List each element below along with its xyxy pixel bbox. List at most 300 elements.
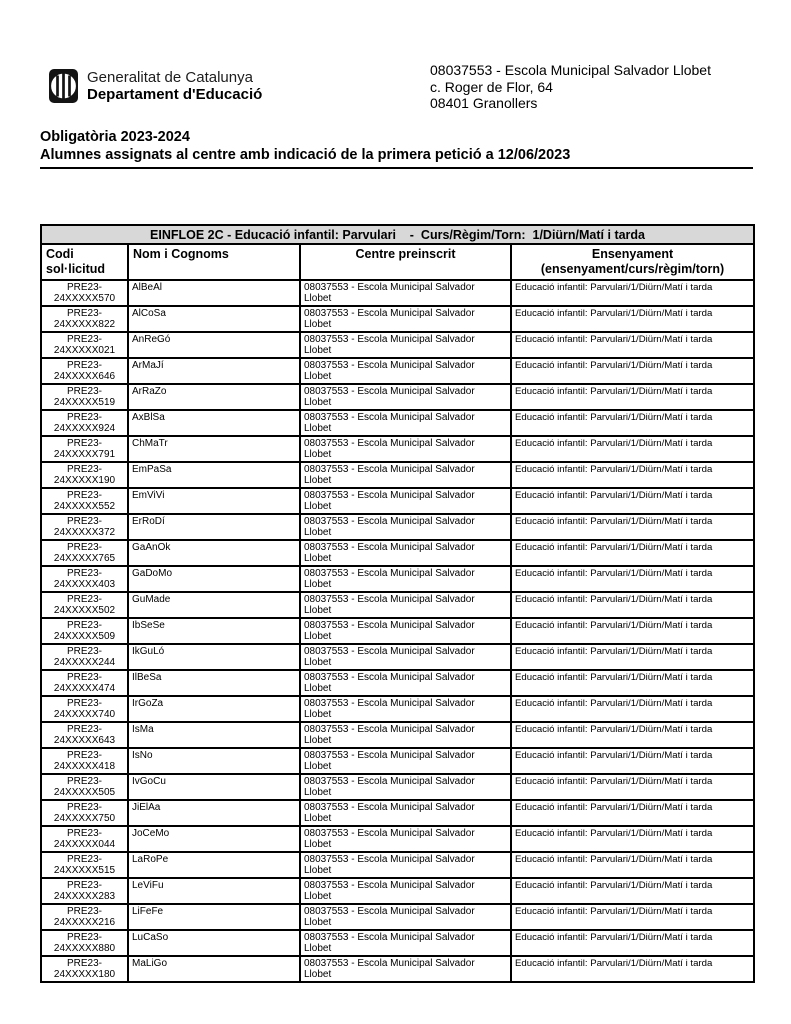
ensenyament-header-line2: (ensenyament/curs/règim/torn) (540, 262, 725, 276)
code-value: 24XXXXX519 (53, 397, 116, 408)
table-row (41, 514, 754, 540)
table-row (41, 280, 754, 306)
cell-ensenyament (511, 878, 754, 904)
code-value: 24XXXXX646 (53, 371, 116, 382)
cell-codi-sollicitud (41, 410, 128, 436)
student-name: GaAnOk (132, 542, 171, 553)
cell-ensenyament (511, 774, 754, 800)
cell-codi-sollicitud (41, 930, 128, 956)
centre-line1: 08037553 - Escola Municipal Salvador (304, 594, 475, 605)
cell-codi-sollicitud (41, 488, 128, 514)
centre-line1: 08037553 - Escola Municipal Salvador (304, 334, 475, 345)
cell-nom-cognoms (128, 956, 300, 982)
cell-codi-sollicitud (41, 722, 128, 748)
table-row (41, 384, 754, 410)
cell-ensenyament (511, 722, 754, 748)
ensenyament-value: Educació infantil: Parvulari/1/Diürn/Matí i tarda (515, 542, 713, 553)
cell-nom-cognoms (128, 800, 300, 826)
centre-line1: 08037553 - Escola Municipal Salvador (304, 282, 475, 293)
cell-centre-preinscrit (300, 566, 511, 592)
centre-line1: 08037553 - Escola Municipal Salvador (304, 932, 475, 943)
student-name: JiElAa (132, 802, 161, 813)
cell-ensenyament (511, 462, 754, 488)
centre-line2: Llobet (304, 917, 332, 928)
cell-codi-sollicitud (41, 306, 128, 332)
code-prefix: PRE23- (66, 334, 102, 345)
student-name: IsMa (132, 724, 154, 735)
report-titles (40, 129, 753, 169)
cell-ensenyament (511, 566, 754, 592)
table-row (41, 878, 754, 904)
cell-codi-sollicitud (41, 670, 128, 696)
cell-centre-preinscrit (300, 436, 511, 462)
cell-centre-preinscrit (300, 878, 511, 904)
cell-nom-cognoms (128, 748, 300, 774)
school-address-block (430, 62, 711, 112)
code-value: 24XXXXX502 (53, 605, 116, 616)
table-row (41, 800, 754, 826)
code-value: 24XXXXX044 (53, 839, 116, 850)
centre-line1: 08037553 - Escola Municipal Salvador (304, 360, 475, 371)
centre-line2: Llobet (304, 969, 332, 980)
cell-codi-sollicitud (41, 592, 128, 618)
table-row (41, 462, 754, 488)
table-row (41, 670, 754, 696)
cell-ensenyament (511, 696, 754, 722)
student-name: IsNo (132, 750, 153, 761)
centre-line2: Llobet (304, 293, 332, 304)
centre-line2: Llobet (304, 527, 332, 538)
cell-codi-sollicitud (41, 540, 128, 566)
cell-codi-sollicitud (41, 618, 128, 644)
code-prefix: PRE23- (66, 620, 102, 631)
ensenyament-value: Educació infantil: Parvulari/1/Diürn/Matí i tarda (515, 932, 713, 943)
code-prefix: PRE23- (66, 776, 102, 787)
cell-ensenyament (511, 930, 754, 956)
cell-codi-sollicitud (41, 748, 128, 774)
ensenyament-value: Educació infantil: Parvulari/1/Diürn/Matí i tarda (515, 464, 713, 475)
cell-centre-preinscrit (300, 722, 511, 748)
cell-ensenyament (511, 280, 754, 306)
student-name: EmViVi (132, 490, 165, 501)
code-value: 24XXXXX765 (53, 553, 116, 564)
centre-line2: Llobet (304, 319, 332, 330)
cell-nom-cognoms (128, 852, 300, 878)
centre-line1: 08037553 - Escola Municipal Salvador (304, 308, 475, 319)
ensenyament-value: Educació infantil: Parvulari/1/Diürn/Matí i tarda (515, 854, 713, 865)
ensenyament-value: Educació infantil: Parvulari/1/Diürn/Matí i tarda (515, 646, 713, 657)
cell-ensenyament (511, 644, 754, 670)
code-prefix: PRE23- (66, 308, 102, 319)
cell-ensenyament (511, 748, 754, 774)
centre-line1: 08037553 - Escola Municipal Salvador (304, 386, 475, 397)
table-row (41, 748, 754, 774)
student-name: LiFeFe (132, 906, 164, 917)
centre-line2: Llobet (304, 813, 332, 824)
column-header-centre: Centre preinscrit (300, 244, 511, 280)
student-name: MaLiGo (132, 958, 168, 969)
report-subtitle: Alumnes assignats al centre amb indicació de la primera petició a 12/06/2023 (40, 147, 753, 169)
code-prefix: PRE23- (66, 386, 102, 397)
code-value: 24XXXXX505 (53, 787, 116, 798)
cell-codi-sollicitud (41, 852, 128, 878)
centre-line1: 08037553 - Escola Municipal Salvador (304, 672, 475, 683)
code-value: 24XXXXX180 (53, 969, 116, 980)
ensenyament-header-line1: Ensenyament (591, 247, 674, 261)
centre-line2: Llobet (304, 553, 332, 564)
cell-codi-sollicitud (41, 436, 128, 462)
student-name: IlBeSa (132, 672, 162, 683)
table-row (41, 852, 754, 878)
cell-ensenyament (511, 618, 754, 644)
cell-nom-cognoms (128, 904, 300, 930)
cell-centre-preinscrit (300, 774, 511, 800)
cell-ensenyament (511, 826, 754, 852)
code-value: 24XXXXX418 (53, 761, 116, 772)
centre-line2: Llobet (304, 579, 332, 590)
code-prefix: PRE23- (66, 516, 102, 527)
cell-nom-cognoms (128, 670, 300, 696)
cell-nom-cognoms (128, 826, 300, 852)
brand-line1: Generalitat de Catalunya (87, 69, 253, 86)
cell-nom-cognoms (128, 410, 300, 436)
ensenyament-value: Educació infantil: Parvulari/1/Diürn/Matí i tarda (515, 282, 713, 293)
ensenyament-value: Educació infantil: Parvulari/1/Diürn/Matí i tarda (515, 750, 713, 761)
cell-ensenyament (511, 488, 754, 514)
cell-ensenyament (511, 358, 754, 384)
ensenyament-value: Educació infantil: Parvulari/1/Diürn/Matí i tarda (515, 672, 713, 683)
ensenyament-value: Educació infantil: Parvulari/1/Diürn/Matí i tarda (515, 594, 713, 605)
assignments-table (40, 224, 755, 983)
student-name: LaRoPe (132, 854, 169, 865)
table-row (41, 358, 754, 384)
ensenyament-value: Educació infantil: Parvulari/1/Diürn/Matí i tarda (515, 724, 713, 735)
table-row (41, 774, 754, 800)
ensenyament-value: Educació infantil: Parvulari/1/Diürn/Matí i tarda (515, 880, 713, 891)
cell-ensenyament (511, 306, 754, 332)
ensenyament-value: Educació infantil: Parvulari/1/Diürn/Matí i tarda (515, 360, 713, 371)
code-value: 24XXXXX570 (53, 293, 116, 304)
ensenyament-value: Educació infantil: Parvulari/1/Diürn/Matí i tarda (515, 698, 713, 709)
student-name: IvGoCu (132, 776, 166, 787)
code-prefix: PRE23- (66, 828, 102, 839)
school-city: 08401 Granollers (430, 95, 538, 111)
code-prefix: PRE23- (66, 906, 102, 917)
cell-centre-preinscrit (300, 904, 511, 930)
table-row (41, 956, 754, 982)
code-value: 24XXXXX474 (53, 683, 116, 694)
table-row (41, 644, 754, 670)
codi-header-line2: sol·licitud (46, 262, 106, 276)
cell-nom-cognoms (128, 644, 300, 670)
table-row (41, 696, 754, 722)
table-row (41, 826, 754, 852)
cell-nom-cognoms (128, 618, 300, 644)
centre-line2: Llobet (304, 657, 332, 668)
centre-line2: Llobet (304, 787, 332, 798)
centre-line2: Llobet (304, 709, 332, 720)
column-header-nom: Nom i Cognoms (128, 244, 300, 280)
cell-ensenyament (511, 410, 754, 436)
brand-line2: Departament d'Educació (87, 86, 263, 103)
student-name: GaDoMo (132, 568, 173, 579)
ensenyament-value: Educació infantil: Parvulari/1/Diürn/Matí i tarda (515, 490, 713, 501)
table-row (41, 540, 754, 566)
student-name: LuCaSo (132, 932, 169, 943)
centre-line1: 08037553 - Escola Municipal Salvador (304, 698, 475, 709)
ensenyament-value: Educació infantil: Parvulari/1/Diürn/Matí i tarda (515, 334, 713, 345)
student-name: EmPaSa (132, 464, 172, 475)
cell-ensenyament (511, 540, 754, 566)
code-prefix: PRE23- (66, 958, 102, 969)
code-value: 24XXXXX515 (53, 865, 116, 876)
code-prefix: PRE23- (66, 932, 102, 943)
code-prefix: PRE23- (66, 360, 102, 371)
cell-centre-preinscrit (300, 956, 511, 982)
cell-codi-sollicitud (41, 774, 128, 800)
centre-line1: 08037553 - Escola Municipal Salvador (304, 828, 475, 839)
code-prefix: PRE23- (66, 698, 102, 709)
centre-line1: 08037553 - Escola Municipal Salvador (304, 854, 475, 865)
ensenyament-value: Educació infantil: Parvulari/1/Diürn/Matí i tarda (515, 438, 713, 449)
centre-line2: Llobet (304, 891, 332, 902)
centre-line2: Llobet (304, 475, 332, 486)
student-name: IkGuLó (132, 646, 165, 657)
cell-nom-cognoms (128, 488, 300, 514)
cell-centre-preinscrit (300, 670, 511, 696)
centre-line2: Llobet (304, 943, 332, 954)
cell-centre-preinscrit (300, 748, 511, 774)
cell-centre-preinscrit (300, 644, 511, 670)
ensenyament-value: Educació infantil: Parvulari/1/Diürn/Matí i tarda (515, 516, 713, 527)
cell-codi-sollicitud (41, 566, 128, 592)
ensenyament-value: Educació infantil: Parvulari/1/Diürn/Matí i tarda (515, 776, 713, 787)
cell-ensenyament (511, 384, 754, 410)
code-value: 24XXXXX643 (53, 735, 116, 746)
cell-centre-preinscrit (300, 540, 511, 566)
code-prefix: PRE23- (66, 750, 102, 761)
column-header-codi (41, 244, 128, 280)
ensenyament-value: Educació infantil: Parvulari/1/Diürn/Matí i tarda (515, 828, 713, 839)
cell-nom-cognoms (128, 722, 300, 748)
code-value: 24XXXXX880 (53, 943, 116, 954)
column-header-ensenyament (511, 244, 754, 280)
cell-codi-sollicitud (41, 956, 128, 982)
table-row (41, 722, 754, 748)
cell-ensenyament (511, 670, 754, 696)
cell-ensenyament (511, 514, 754, 540)
cell-centre-preinscrit (300, 800, 511, 826)
code-value: 24XXXXX740 (53, 709, 116, 720)
cell-ensenyament (511, 332, 754, 358)
cell-centre-preinscrit (300, 462, 511, 488)
table-column-header-row (41, 244, 754, 280)
cell-centre-preinscrit (300, 696, 511, 722)
student-name: ChMaTr (132, 438, 168, 449)
code-prefix: PRE23- (66, 880, 102, 891)
cell-centre-preinscrit (300, 618, 511, 644)
ensenyament-value: Educació infantil: Parvulari/1/Diürn/Matí i tarda (515, 620, 713, 631)
table-row (41, 904, 754, 930)
cell-ensenyament (511, 592, 754, 618)
cell-codi-sollicitud (41, 514, 128, 540)
student-name: AxBlSa (132, 412, 165, 423)
code-prefix: PRE23- (66, 464, 102, 475)
centre-line1: 08037553 - Escola Municipal Salvador (304, 438, 475, 449)
centre-line1: 08037553 - Escola Municipal Salvador (304, 750, 475, 761)
centre-line2: Llobet (304, 345, 332, 356)
cell-codi-sollicitud (41, 644, 128, 670)
centre-line1: 08037553 - Escola Municipal Salvador (304, 776, 475, 787)
code-value: 24XXXXX021 (53, 345, 116, 356)
code-value: 24XXXXX750 (53, 813, 116, 824)
cell-codi-sollicitud (41, 384, 128, 410)
cell-nom-cognoms (128, 878, 300, 904)
centre-line2: Llobet (304, 865, 332, 876)
code-value: 24XXXXX924 (53, 423, 116, 434)
cell-ensenyament (511, 852, 754, 878)
table-row (41, 592, 754, 618)
code-prefix: PRE23- (66, 724, 102, 735)
centre-line1: 08037553 - Escola Municipal Salvador (304, 412, 475, 423)
centre-line1: 08037553 - Escola Municipal Salvador (304, 464, 475, 475)
ensenyament-value: Educació infantil: Parvulari/1/Diürn/Matí i tarda (515, 568, 713, 579)
cell-nom-cognoms (128, 358, 300, 384)
group-header: EINFLOE 2C - Educació infantil: Parvulari - Curs/Règim/Torn: 1/Diürn/Matí i tarda (41, 225, 754, 244)
cell-codi-sollicitud (41, 696, 128, 722)
code-prefix: PRE23- (66, 568, 102, 579)
cell-ensenyament (511, 956, 754, 982)
school-street: c. Roger de Flor, 64 (430, 78, 553, 95)
centre-line2: Llobet (304, 605, 332, 616)
code-value: 24XXXXX509 (53, 631, 116, 642)
student-name: JoCeMo (132, 828, 170, 839)
centre-line1: 08037553 - Escola Municipal Salvador (304, 490, 475, 501)
cell-centre-preinscrit (300, 306, 511, 332)
student-name: ErRoDí (132, 516, 165, 527)
cell-nom-cognoms (128, 280, 300, 306)
cell-nom-cognoms (128, 332, 300, 358)
centre-line1: 08037553 - Escola Municipal Salvador (304, 516, 475, 527)
cell-codi-sollicitud (41, 800, 128, 826)
centre-line1: 08037553 - Escola Municipal Salvador (304, 620, 475, 631)
report-season-title: Obligatòria 2023-2024 (40, 129, 190, 145)
cell-codi-sollicitud (41, 878, 128, 904)
cell-centre-preinscrit (300, 332, 511, 358)
centre-line1: 08037553 - Escola Municipal Salvador (304, 568, 475, 579)
generalitat-logo-icon (48, 66, 79, 106)
table-row (41, 332, 754, 358)
codi-header-line1: Codi (46, 247, 74, 261)
cell-centre-preinscrit (300, 592, 511, 618)
student-name: IbSeSe (132, 620, 165, 631)
ensenyament-value: Educació infantil: Parvulari/1/Diürn/Matí i tarda (515, 386, 713, 397)
code-prefix: PRE23- (66, 854, 102, 865)
table-group-header-row (41, 225, 754, 244)
school-name-code: 08037553 - Escola Municipal Salvador Llobet (430, 62, 711, 78)
code-value: 24XXXXX403 (53, 579, 116, 590)
code-value: 24XXXXX244 (53, 657, 116, 668)
cell-ensenyament (511, 436, 754, 462)
cell-codi-sollicitud (41, 358, 128, 384)
table-row (41, 930, 754, 956)
student-name: AlBeAl (132, 282, 163, 293)
centre-line1: 08037553 - Escola Municipal Salvador (304, 958, 475, 969)
code-value: 24XXXXX822 (53, 319, 116, 330)
centre-line1: 08037553 - Escola Municipal Salvador (304, 802, 475, 813)
code-prefix: PRE23- (66, 412, 102, 423)
centre-line1: 08037553 - Escola Municipal Salvador (304, 646, 475, 657)
table-row (41, 488, 754, 514)
student-name: ArRaZo (132, 386, 167, 397)
code-prefix: PRE23- (66, 490, 102, 501)
code-value: 24XXXXX283 (53, 891, 116, 902)
cell-nom-cognoms (128, 592, 300, 618)
cell-nom-cognoms (128, 514, 300, 540)
centre-line2: Llobet (304, 449, 332, 460)
code-prefix: PRE23- (66, 594, 102, 605)
centre-line2: Llobet (304, 761, 332, 772)
cell-codi-sollicitud (41, 904, 128, 930)
code-prefix: PRE23- (66, 542, 102, 553)
cell-nom-cognoms (128, 462, 300, 488)
cell-centre-preinscrit (300, 410, 511, 436)
code-prefix: PRE23- (66, 672, 102, 683)
code-value: 24XXXXX552 (53, 501, 116, 512)
student-name: AnReGó (132, 334, 171, 345)
centre-line1: 08037553 - Escola Municipal Salvador (304, 542, 475, 553)
cell-centre-preinscrit (300, 852, 511, 878)
cell-centre-preinscrit (300, 488, 511, 514)
code-value: 24XXXXX216 (53, 917, 116, 928)
code-prefix: PRE23- (66, 802, 102, 813)
cell-ensenyament (511, 800, 754, 826)
table-row (41, 566, 754, 592)
table-row (41, 618, 754, 644)
cell-codi-sollicitud (41, 462, 128, 488)
ensenyament-value: Educació infantil: Parvulari/1/Diürn/Matí i tarda (515, 308, 713, 319)
table-row (41, 410, 754, 436)
centre-line2: Llobet (304, 423, 332, 434)
centre-line1: 08037553 - Escola Municipal Salvador (304, 880, 475, 891)
cell-nom-cognoms (128, 436, 300, 462)
student-name: GuMade (132, 594, 171, 605)
ensenyament-value: Educació infantil: Parvulari/1/Diürn/Matí i tarda (515, 958, 713, 969)
cell-codi-sollicitud (41, 280, 128, 306)
ensenyament-value: Educació infantil: Parvulari/1/Diürn/Matí i tarda (515, 802, 713, 813)
centre-line2: Llobet (304, 735, 332, 746)
cell-nom-cognoms (128, 566, 300, 592)
centre-line2: Llobet (304, 371, 332, 382)
cell-centre-preinscrit (300, 358, 511, 384)
cell-centre-preinscrit (300, 514, 511, 540)
code-value: 24XXXXX190 (53, 475, 116, 486)
centre-line1: 08037553 - Escola Municipal Salvador (304, 724, 475, 735)
cell-codi-sollicitud (41, 332, 128, 358)
centre-line2: Llobet (304, 501, 332, 512)
cell-centre-preinscrit (300, 826, 511, 852)
code-value: 24XXXXX372 (53, 527, 116, 538)
cell-nom-cognoms (128, 384, 300, 410)
cell-centre-preinscrit (300, 930, 511, 956)
code-prefix: PRE23- (66, 438, 102, 449)
table-row (41, 306, 754, 332)
ensenyament-value: Educació infantil: Parvulari/1/Diürn/Matí i tarda (515, 906, 713, 917)
cell-nom-cognoms (128, 696, 300, 722)
table-row (41, 436, 754, 462)
ensenyament-value: Educació infantil: Parvulari/1/Diürn/Matí i tarda (515, 412, 713, 423)
cell-centre-preinscrit (300, 280, 511, 306)
